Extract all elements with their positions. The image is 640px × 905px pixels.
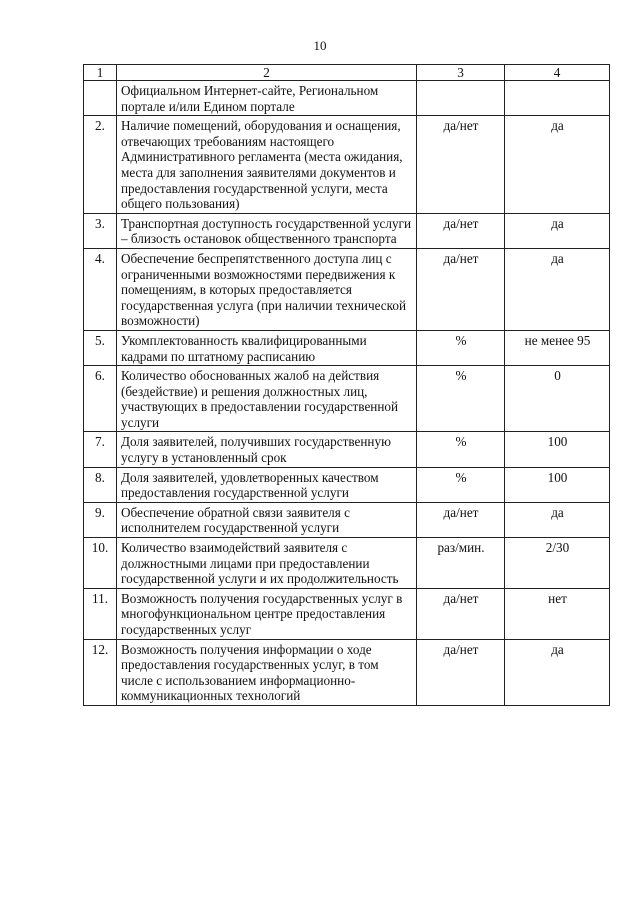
table-row — [84, 467, 610, 502]
value-cell — [505, 81, 610, 116]
description-cell: Возможность получения государственных услуг в многофункциональном центре предоставления государственных услуг — [117, 588, 417, 639]
row-number-cell: 9. — [84, 502, 117, 537]
row-number-cell: 6. — [84, 366, 117, 432]
row-number-cell: 5. — [84, 330, 117, 365]
table-row — [84, 366, 610, 432]
description-cell: Укомплектованность квалифицированными кадрами по штатному расписанию — [117, 330, 417, 365]
unit-cell: да/нет — [417, 248, 505, 330]
unit-cell: % — [417, 366, 505, 432]
value-cell: не менее 95 — [505, 330, 610, 365]
table-row — [84, 116, 610, 214]
table-row — [84, 81, 610, 116]
row-number-cell — [84, 81, 117, 116]
unit-cell: да/нет — [417, 588, 505, 639]
description-cell: Возможность получения информации о ходе предоставления государственных услуг, в том числе с использованием информационно-коммуникационных технологий — [117, 639, 417, 705]
value-cell: 100 — [505, 432, 610, 467]
description-cell: Количество взаимодействий заявителя с должностными лицами при предоставлении государственной услуги и их продолжительность — [117, 538, 417, 589]
description-cell: Транспортная доступность государственной услуги – близость остановок общественного транспорта — [117, 213, 417, 248]
table-row — [84, 248, 610, 330]
value-cell: 0 — [505, 366, 610, 432]
value-cell: да — [505, 213, 610, 248]
row-number-cell: 3. — [84, 213, 117, 248]
description-cell: Количество обоснованных жалоб на действия (бездействие) и решения должностных лиц, участвующих в предоставлении государственной услуги — [117, 366, 417, 432]
table-header-row — [84, 65, 610, 81]
table-row — [84, 213, 610, 248]
row-number-cell: 8. — [84, 467, 117, 502]
value-cell: нет — [505, 588, 610, 639]
row-number-cell: 12. — [84, 639, 117, 705]
value-cell: да — [505, 502, 610, 537]
table-row — [84, 639, 610, 705]
row-number-cell: 7. — [84, 432, 117, 467]
description-cell: Официальном Интернет-сайте, Региональном портале и/или Едином портале — [117, 81, 417, 116]
row-number-cell: 4. — [84, 248, 117, 330]
description-cell: Наличие помещений, оборудования и оснащения, отвечающих требованиям настоящего Административного регламента (места ожидания, места для заполнения заявителями документов и предоставления государственной услуги, места общего пользования) — [117, 116, 417, 214]
column-header: 3 — [417, 65, 505, 81]
row-number-cell: 10. — [84, 538, 117, 589]
description-cell: Доля заявителей, получивших государственную услугу в установленный срок — [117, 432, 417, 467]
value-cell: да — [505, 639, 610, 705]
table-row — [84, 538, 610, 589]
page-number: 10 — [313, 38, 327, 53]
table-row — [84, 588, 610, 639]
unit-cell: % — [417, 330, 505, 365]
table-row — [84, 502, 610, 537]
value-cell: 100 — [505, 467, 610, 502]
table-row — [84, 330, 610, 365]
description-cell: Обеспечение обратной связи заявителя с исполнителем государственной услуги — [117, 502, 417, 537]
row-number-cell: 11. — [84, 588, 117, 639]
value-cell: да — [505, 248, 610, 330]
unit-cell: % — [417, 432, 505, 467]
column-header: 2 — [117, 65, 417, 81]
value-cell: 2/30 — [505, 538, 610, 589]
unit-cell: % — [417, 467, 505, 502]
table-row — [84, 432, 610, 467]
unit-cell: да/нет — [417, 502, 505, 537]
value-cell: да — [505, 116, 610, 214]
unit-cell: да/нет — [417, 639, 505, 705]
column-header: 1 — [84, 65, 117, 81]
row-number-cell: 2. — [84, 116, 117, 214]
unit-cell — [417, 81, 505, 116]
unit-cell: раз/мин. — [417, 538, 505, 589]
unit-cell: да/нет — [417, 116, 505, 214]
indicators-table — [83, 64, 610, 706]
description-cell: Обеспечение беспрепятственного доступа лиц с ограниченными возможностями передвижения к помещениям, в которых предоставляется государственная услуга (при наличии технической возможности) — [117, 248, 417, 330]
unit-cell: да/нет — [417, 213, 505, 248]
column-header: 4 — [505, 65, 610, 81]
description-cell: Доля заявителей, удовлетворенных качеством предоставления государственной услуги — [117, 467, 417, 502]
